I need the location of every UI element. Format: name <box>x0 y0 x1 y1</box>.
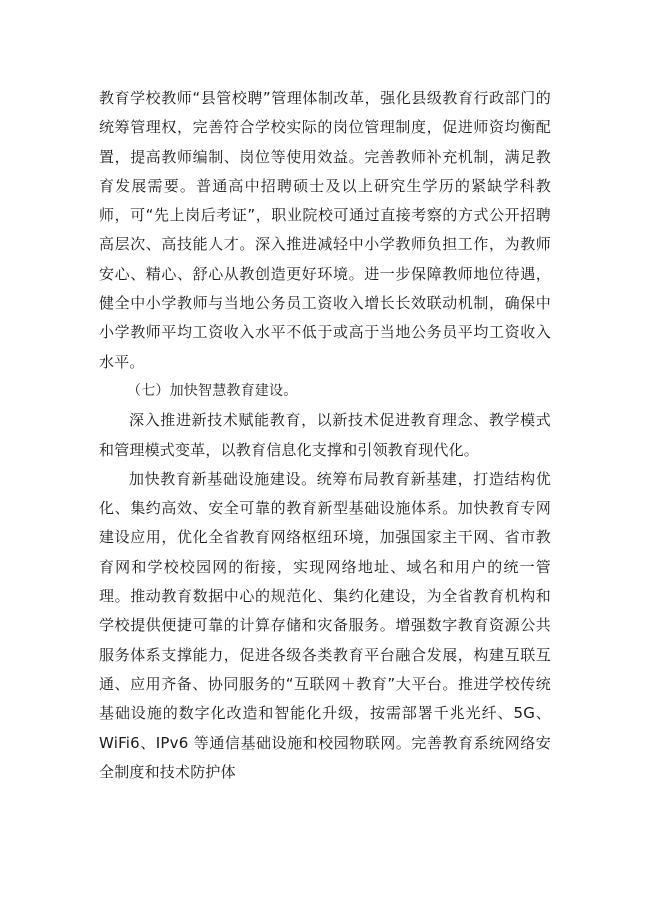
document-body <box>99 84 551 787</box>
paragraph-technology-empowerment: 深入推进新技术赋能教育，以新技术促进教育理念、教学模式和管理模式变革，以教育信息化支撑和引领教育现代化。 <box>99 411 551 459</box>
section-heading-smart-education: （七）加快智慧教育建设。 <box>127 382 298 399</box>
paragraph-infrastructure: 加快教育新基础设施建设。统筹布局教育新基建，打造结构优化、集约高效、安全可靠的教育新型基础设施体系。加快教育专网建设应用，优化全省教育网络枢纽环境，加强国家主干网、省市教育网和学校校园网的衔接，实现网络地址、域名和用户的统一管理。推动教育数据中心的规范化、集约化建设，为全省教育机构和学校提供便捷可靠的计算存储和灾备服务。增强数字教育资源公共服务体系支撑能力，促进各级各类教育平台融合发展，构建互联互通、应用齐备、协同服务的“互联网＋教育”大平台。推进学校传统基础设施的数字化改造和智能化升级，按需部署千兆光纤、5G、WiFi6、IPv6 等通信基础设施和校园物联网。完善教育系统网络安全制度和技术防护体 <box>99 469 551 781</box>
paragraph-teacher-management: 教育学校教师“县管校聘”管理体制改革，强化县级教育行政部门的统筹管理权，完善符合学校实际的岗位管理制度，促进师资均衡配置，提高教师编制、岗位等使用效益。完善教师补充机制，满足教育发展需要。普通高中招聘硕士及以上研究生学历的紧缺学科教师，可“先上岗后考证”，职业院校可通过直接考察的方式公开招聘高层次、高技能人才。深入推进减轻中小学教师负担工作，为教师安心、精心、舒心从教创造更好环境。进一步保障教师地位待遇，健全中小学教师与当地公务员工资收入增长长效联动机制，确保中小学教师平均工资收入水平不低于或高于当地公务员平均工资收入水平。 <box>99 89 551 371</box>
